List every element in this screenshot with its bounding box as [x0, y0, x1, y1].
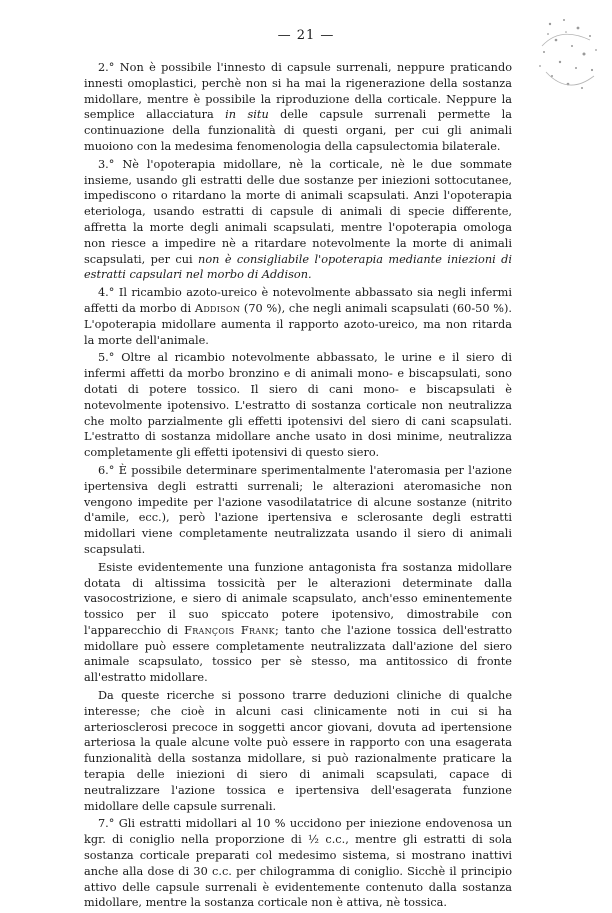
paragraph-3: 3.° Nè l'opoterapia midollare, nè la corticale, nè le due sommate insieme, usando gli estratti delle due sostanze per iniezioni sottocutanee, impediscono o ritardano la morte di animali scapsulati. Anzi l'opoterapia eteriologa, usando estratti di capsule di animali di specie differente, affretta la morte degli animali scapsulati, mentre l'opoterapia omologa non riesce a impedire nè a ritardare notevolmente la morte di animali scapsulati, per cui non è consigliabile l'opoterapia mediante iniezioni di estratti capsulari nel morbo di Addison.: [84, 157, 512, 282]
paragraph-5: 5.° Oltre al ricambio notevolmente abbassato, le urine e il siero di infermi affetti da morbo bronzino e di animali mono- e biscapsulati, sono dotati di potere tossico. Il siero di cani mono- e biscapsulati è notevolmente ipotensivo. L'estratto di sostanza corticale non neutralizza che molto parzialmente gli effetti ipotensivi del siero di cani scapsulati. L'estratto di sostanza midollare anche usato in dosi minime, neutralizza completamente gli effetti ipotensivi di questo siero.: [84, 351, 512, 460]
paragraph-7: 7.° Gli estratti midollari al 10 % uccidono per iniezione endovenosa un kgr. di coniglio nella proporzione di ½ c.c., mentre gli estratti di sola sostanza corticale preparati col medesimo sistema, si mostrano inattivi anche alla dose di 30 c.c. per chilogramma di coniglio. Sicchè il principio attivo delle capsule surrenali è evidentemente contenuto dalla sostanza midollare, mentre la sostanza corticale non è attiva, nè tossica.: [84, 817, 512, 910]
body-text: [84, 60, 512, 913]
paragraph-4: 4.° Il ricambio azoto-ureico è notevolmente abbassato sia negli infermi affetti da morbo di Addison (70 %), che negli animali scapsulati (60-50 %). L'opoterapia midollare aumenta il rapporto azoto-ureico, ma non ritarda la morte dell'animale.: [84, 286, 512, 347]
paragraph-6-clinical: Da queste ricerche si possono trarre deduzioni cliniche di qualche interesse; che cioè in alcuni casi clinicamente noti in cui si ha arteriosclerosi precoce in soggetti ancor giovani, dovuta ad ipertensione arteriosa la quale alcune volte può essere in rapporto con una esagerata funzionalità della sostanza midollare, si può razionalmente praticare la terapia delle iniezioni di siero di animali scapsulati, capace di neutralizzare l'azione tossica e ipertensiva dell'esagerata funzione midollare delle capsule surrenali.: [84, 689, 512, 813]
paragraph-6: 6.° È possibile determinare sperimentalmente l'ateromasia per l'azione ipertensiva degli estratti surrenali; le alterazioni ateromasiche non vengono impedite per l'azione vasodilatatrice di alcune sostanze (nitrito d'amile, ecc.), però l'azione ipertensiva e sclerosante degli estratti midollari viene completamente neutralizzata usando il siero di animali scapsulati.: [84, 463, 512, 556]
library-stamp: [520, 6, 606, 102]
page-number: — 21 —: [277, 28, 335, 43]
paragraph-2: 2.° Non è possibile l'innesto di capsule surrenali, neppure praticando innesti omoplastici, perchè non si ha mai la rigenerazione della sostanza midollare, mentre è possibile la riproduzione della corticale. Neppure la semplice allacciatura in situ delle capsule surrenali permette la continuazione della funzionalità di questi organi, per cui gli animali muoiono con la medesima fenomenologia della capsulectomia bilaterale.: [84, 61, 512, 153]
paragraph-6-antagonism: Esiste evidentemente una funzione antagonista fra sostanza midollare dotata di altissima tossicità per le alterazioni determinate dalla vasocostrizione, e siero di animale scapsulato, anch'esso eminentemente tossico per il suo spiccato potere ipotensivo, dimostrabile con l'apparecchio di François Frank; tanto che l'azione tossica dell'estratto midollare può essere completamente neutralizzata dall'azione del siero animale scapsulato, tossico per sè stesso, ma antitossico di fronte all'estratto midollare.: [84, 560, 513, 685]
